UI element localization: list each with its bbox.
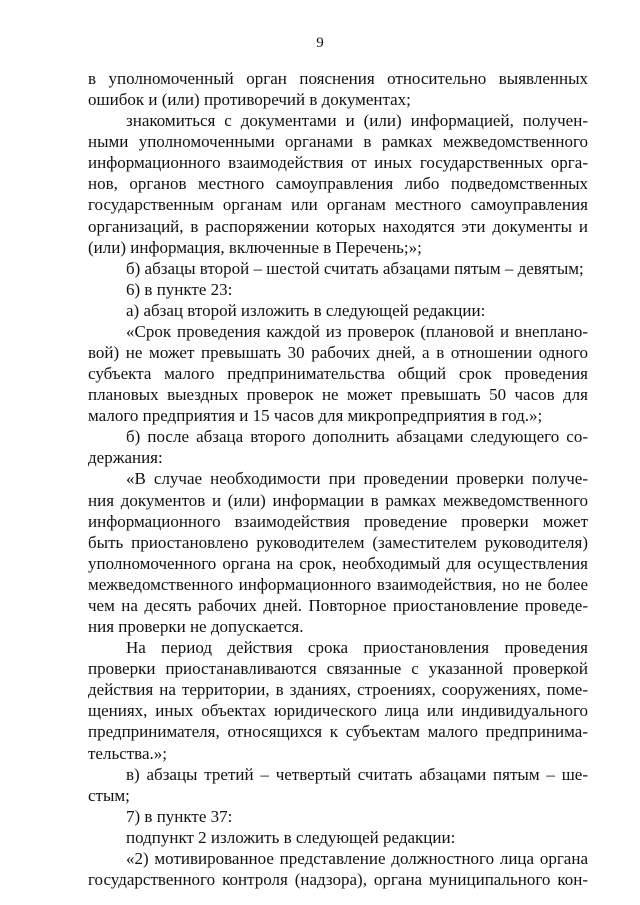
paragraph [88, 300, 588, 321]
text-line: субъекта малого предпринимательства общий срок проведения [88, 364, 588, 384]
text-line: государственным органам или органам местного самоуправления [88, 195, 588, 215]
text-line: информационного взаимодействия от иных государственных орга- [88, 153, 588, 173]
text-line: организаций, в распоряжении которых находятся эти документы и [88, 216, 588, 236]
text-line: «В случае необходимости при проведении проверки получе- [126, 469, 588, 489]
text-line: государственного контроля (надзора), органа муниципального кон- [88, 869, 588, 889]
text-line: в) абзацы третий – четвертый считать абзацами пятым – ше- [126, 764, 588, 784]
text-line: а) абзац второй изложить в следующей редакции: [126, 300, 486, 320]
text-line: информационного взаимодействия проведение проверки может [88, 511, 588, 531]
text-line: уполномоченного органа на срок, необходимый для осуществления [88, 553, 588, 573]
paragraph [88, 637, 588, 763]
paragraph [88, 110, 588, 258]
page-number: 9 [316, 35, 324, 51]
text-line: межведомственного информационного взаимодействия, но не более [88, 574, 588, 594]
text-line: стым; [88, 785, 130, 805]
paragraph [88, 764, 588, 806]
paragraph [88, 279, 588, 300]
text-line: подпункт 2 изложить в следующей редакции: [126, 827, 456, 847]
text-line: держания: [88, 448, 163, 468]
document-body [88, 68, 588, 890]
text-line: предпринимателя, относящихся к субъектам малого предпринима- [88, 722, 588, 742]
text-line: быть приостановлено руководителем (заместителем руководителя) [88, 532, 588, 552]
text-line: нов, органов местного самоуправления либо подведомственных [88, 174, 588, 194]
paragraph [88, 827, 588, 848]
text-line: малого предприятия и 15 часов для микропредприятия в год.»; [88, 406, 543, 426]
text-line: б) после абзаца второго дополнить абзацами следующего со- [126, 427, 588, 447]
text-line: плановых выездных проверок не может превышать 50 часов для [88, 385, 588, 405]
paragraph [88, 68, 588, 110]
text-line: ными уполномоченными органами в рамках межведомственного [88, 132, 588, 152]
text-line: ошибок и (или) противоречий в документах; [88, 90, 411, 110]
text-line: 6) в пункте 23: [126, 279, 233, 299]
text-line: щениях, иных объектах юридического лица или индивидуального [88, 701, 588, 721]
text-line: в уполномоченный орган пояснения относительно выявленных [88, 69, 588, 88]
text-line: чем на десять рабочих дней. Повторное приостановление проведе- [88, 595, 588, 615]
text-line: знакомиться с документами и (или) информацией, получен- [126, 111, 588, 131]
text-line: На период действия срока приостановления проведения [126, 638, 588, 658]
text-line: 7) в пункте 37: [126, 806, 233, 826]
text-line: вой) не может превышать 30 рабочих дней, а в отношении одного [88, 343, 588, 363]
paragraph [88, 848, 588, 890]
text-line: действия на территории, в зданиях, строениях, сооружениях, поме- [88, 680, 588, 700]
paragraph [88, 806, 588, 827]
text-line: «Срок проведения каждой из проверок (плановой и внеплано- [126, 321, 588, 341]
paragraph [88, 468, 588, 637]
paragraph [88, 321, 588, 426]
text-line: «2) мотивированное представление должностного лица органа [126, 848, 588, 868]
text-line: б) абзацы второй – шестой считать абзацами пятым – девятым; [126, 258, 584, 278]
text-line: ния документов и (или) информации в рамках межведомственного [88, 490, 588, 510]
text-line: проверки приостанавливаются связанные с указанной проверкой [88, 659, 588, 679]
text-line: ния проверки не допускается. [88, 617, 304, 637]
paragraph [88, 426, 588, 468]
text-line: тельства.»; [88, 743, 168, 763]
text-line: (или) информация, включенные в Перечень;»; [88, 237, 422, 257]
paragraph [88, 258, 588, 279]
